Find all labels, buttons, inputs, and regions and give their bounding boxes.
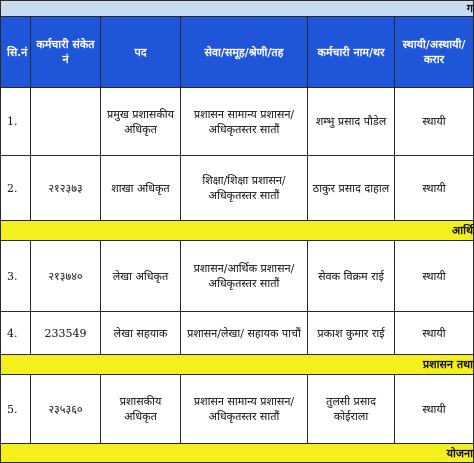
table-row [1, 375, 474, 444]
header-code: कर्मचारी संकेत नं [31, 17, 101, 88]
cell-code: 233549 [31, 312, 101, 355]
cell-service: प्रशासन सामान्य प्रशासन/अधिकृतस्तर सातौं [181, 88, 308, 156]
cell-status: स्थायी [395, 375, 474, 444]
cell-code [31, 88, 101, 156]
header-name: कर्मचारी नाम/थर [308, 17, 395, 88]
cell-name: शम्भु प्रसाद पौडेल [308, 88, 395, 156]
cell-name: तुलसी प्रसाद कोईराला [308, 375, 395, 444]
cell-post: प्रमुख प्रशासकीय अधिकृत [101, 88, 181, 156]
cell-service: प्रशासन/लेखा/ सहायक पाचौं [181, 312, 308, 355]
cell-name: ठाकुर प्रसाद दाहाल [308, 156, 395, 221]
section-title: प्रशासन तथा [1, 355, 474, 375]
cell-sn: 1. [1, 88, 31, 156]
cell-post: प्रशासकीय अधिकृत [101, 375, 181, 444]
section-header-row [1, 444, 474, 463]
header-status: स्थायी/अस्थायी/करार [395, 17, 474, 88]
cell-code: २१३७४० [31, 241, 101, 312]
cell-status: स्थायी [395, 241, 474, 312]
cell-post: लेखा अधिकृत [101, 241, 181, 312]
table-row [1, 88, 474, 156]
section-title: योजना [1, 444, 474, 463]
section-title: ग [1, 1, 474, 17]
section-header-row [1, 221, 474, 241]
table-row [1, 156, 474, 221]
header-sn: सि.नं [1, 17, 31, 88]
section-header-row [1, 355, 474, 375]
cell-status: स्थायी [395, 156, 474, 221]
header-post: पद [101, 17, 181, 88]
section-header-row [1, 1, 474, 17]
cell-sn: 5. [1, 375, 31, 444]
cell-sn: 3. [1, 241, 31, 312]
cell-code: २३५३६० [31, 375, 101, 444]
table-header-row [1, 17, 474, 88]
section-title: आर्थि [1, 221, 474, 241]
header-service: सेवा/समूह/श्रेणी/तह [181, 17, 308, 88]
cell-name: सेवक विक्रम राई [308, 241, 395, 312]
cell-service: प्रशासन सामान्य प्रशासन/अधिकृतस्तर सातौं [181, 375, 308, 444]
cell-sn: 4. [1, 312, 31, 355]
cell-service: प्रशासन/आर्थिक प्रशासन/अधिकृतस्तर सातौं [181, 241, 308, 312]
cell-post: शाखा अधिकृत [101, 156, 181, 221]
cell-code: २१२३७३ [31, 156, 101, 221]
cell-sn: 2. [1, 156, 31, 221]
cell-status: स्थायी [395, 312, 474, 355]
table-row [1, 241, 474, 312]
table-row [1, 312, 474, 355]
cell-post: लेखा सहयाक [101, 312, 181, 355]
cell-service: शिक्षा/शिक्षा प्रशासन/अधिकृतस्तर सातौं [181, 156, 308, 221]
cell-name: प्रकाश कुमार राई [308, 312, 395, 355]
cell-status: स्थायी [395, 88, 474, 156]
